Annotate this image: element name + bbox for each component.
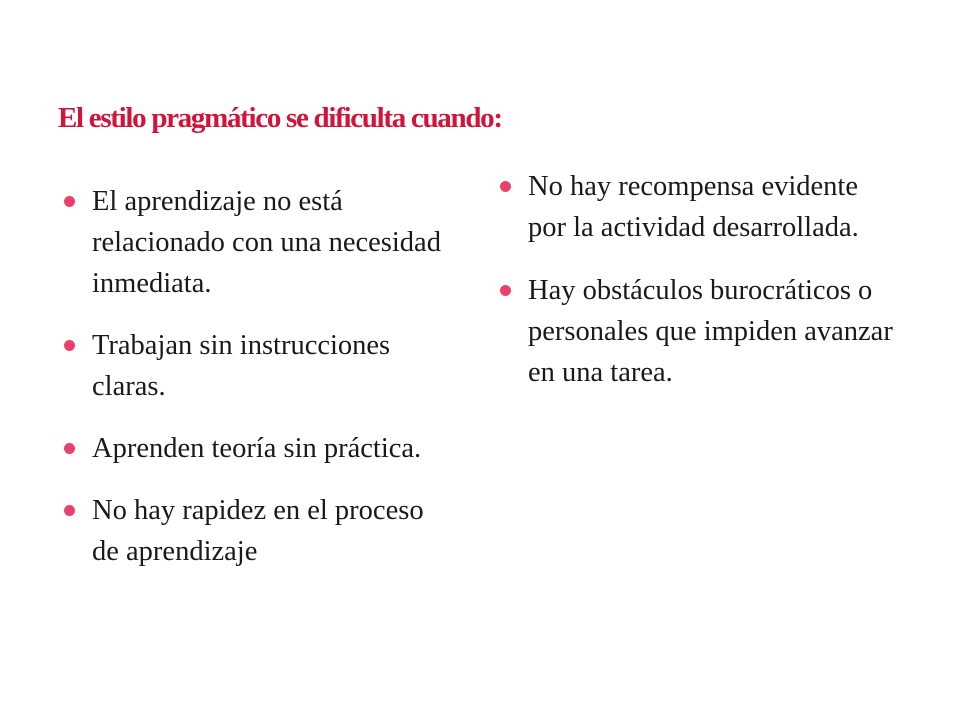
bullet-item bbox=[62, 490, 452, 572]
bullet-item bbox=[62, 325, 452, 407]
bullet-text: No hay recompensa evidente por la actividad desarrollada. bbox=[528, 171, 859, 243]
bullet-dot-icon bbox=[500, 181, 511, 192]
bullet-text: El aprendizaje no está relacionado con una necesidad inmediata. bbox=[92, 186, 441, 299]
bullet-text: Aprenden teoría sin práctica. bbox=[92, 433, 422, 464]
bullet-item bbox=[498, 166, 898, 248]
bullet-text: No hay rapidez en el proceso de aprendizaje bbox=[92, 495, 424, 567]
bullet-text: Trabajan sin instrucciones claras. bbox=[92, 330, 391, 402]
bullet-item bbox=[62, 428, 452, 469]
slide-title: El estilo pragmático se dificulta cuando: bbox=[58, 102, 502, 134]
bullet-dot-icon bbox=[64, 196, 75, 207]
bullet-dot-icon bbox=[500, 285, 511, 296]
bullet-item bbox=[62, 181, 452, 304]
bullet-text: Hay obstáculos burocráticos o personales que impiden avanzar en una tarea. bbox=[528, 275, 893, 388]
bullet-item bbox=[498, 270, 898, 393]
bullet-dot-icon bbox=[64, 443, 75, 454]
bullet-dot-icon bbox=[64, 505, 75, 516]
right-bullet-list bbox=[498, 166, 898, 415]
left-bullet-list bbox=[62, 181, 452, 593]
bullet-dot-icon bbox=[64, 340, 75, 351]
